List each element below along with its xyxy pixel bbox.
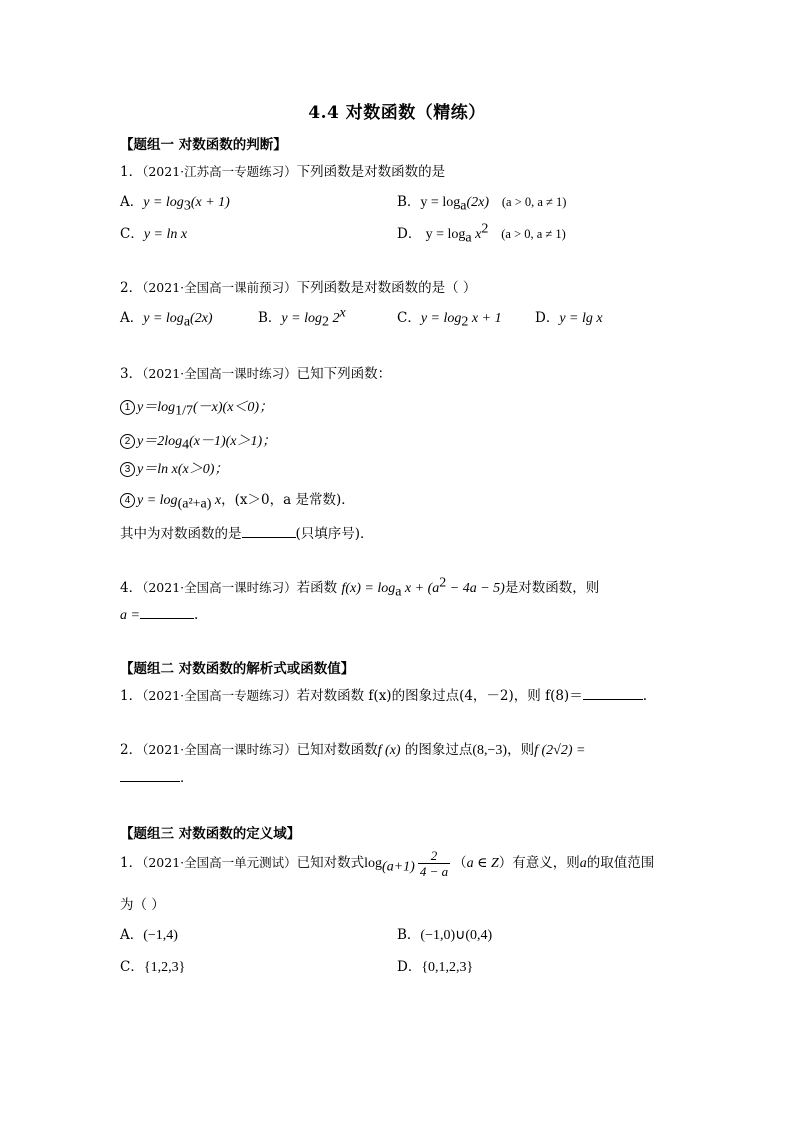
option-d: D．{0,1,2,3} (397, 959, 474, 975)
question-stem: 下列函数是对数函数的是 (296, 164, 446, 180)
circled-number: 1 (120, 400, 135, 415)
question-1-4: 4．（2021·全国高一课时练习）若函数 $f(x) = \log_a x + (a^2 - 4a - 5)$是对数函数，则 (120, 575, 600, 600)
option-a: A．$y = \log_a(2x)$ (120, 310, 213, 330)
question-source: （2021·江苏高一专题练习） (142, 164, 297, 179)
option-b: B．(−1,0)∪(0,4) (397, 927, 493, 943)
question-2-2: 2．（2021·全国高一课时练习）已知对数函数f (x) 的图象过点(8,−3)，则f (2√2) = (120, 742, 586, 758)
group-heading-3: 【题组三 对数函数的定义域】 (120, 826, 301, 842)
option-d: D．y = lg x (535, 310, 603, 326)
item-4: 4 $y = \log_{(a^2+a)} x$，(x＞0，a 是常数)． (120, 488, 355, 509)
group-heading-1: 【题组一 对数函数的判断】 (120, 137, 287, 153)
question-1-3: 3．（2021·全国高一课时练习）已知下列函数： (120, 366, 392, 382)
question-tail: 其中为对数函数的是 (只填序号)． (120, 526, 374, 542)
page-title: 4.4 对数函数（精练） (308, 103, 486, 123)
question-3-1-line2: 为（ ） (120, 897, 165, 913)
circled-number: 3 (120, 462, 135, 477)
item-3: 3 y＝ln x(x＞0)； (120, 458, 228, 478)
option-c: C．{1,2,3} (120, 959, 186, 975)
answer-blank[interactable] (120, 769, 180, 782)
option-a: A．(−1,4) (120, 927, 178, 943)
item-2: 2 $y=2\log_4(x-1)(x>1)$； (120, 430, 276, 450)
answer-blank[interactable] (583, 687, 643, 700)
question-1-4-line2: a = . (120, 607, 199, 623)
question-2-1: 1．（2021·全国高一专题练习）若对数函数 f(x)的图象过点(4，－2)，则 f(8)＝ . (120, 688, 647, 704)
group-heading-2: 【题组二 对数函数的解析式或函数值】 (120, 661, 355, 677)
item-1: 1 $y=\log_{1/7}(-x)(x<0)$； (120, 396, 273, 416)
question-1-1 (120, 160, 445, 180)
question-3-1: 1．（2021·全国高一单元测试）已知对数式$\log_{(a+1)}$ $\frac{2}{4 - a}$ （a ∈ Z）有意义，则a的取值范围 (120, 848, 655, 879)
answer-blank[interactable] (140, 606, 194, 619)
option-a: A．$y = \log_3(x + 1)$ (120, 194, 230, 214)
circled-number: 2 (120, 434, 135, 449)
option-c: C．$y = \log_2 x + 1$ (397, 310, 502, 330)
option-b: B．$y = \log_a(2x)$ (a > 0, a ≠ 1) (397, 194, 567, 214)
question-2-2-line2: ． (120, 766, 194, 786)
answer-blank[interactable] (242, 525, 296, 538)
question-number: 1． (120, 164, 143, 180)
option-c: C．y = ln x (120, 226, 188, 242)
fraction: $\frac{2}{4 - a}$ (419, 848, 449, 879)
option-d: D． $y = \log_a x^2$ (a > 0, a ≠ 1) (397, 221, 566, 246)
question-1-2: 2．（2021·全国高一课前预习）下列函数是对数函数的是（ ） (120, 280, 477, 296)
option-b: B．$y = \log_2 2^x$ (258, 305, 346, 330)
circled-number: 4 (120, 493, 135, 508)
